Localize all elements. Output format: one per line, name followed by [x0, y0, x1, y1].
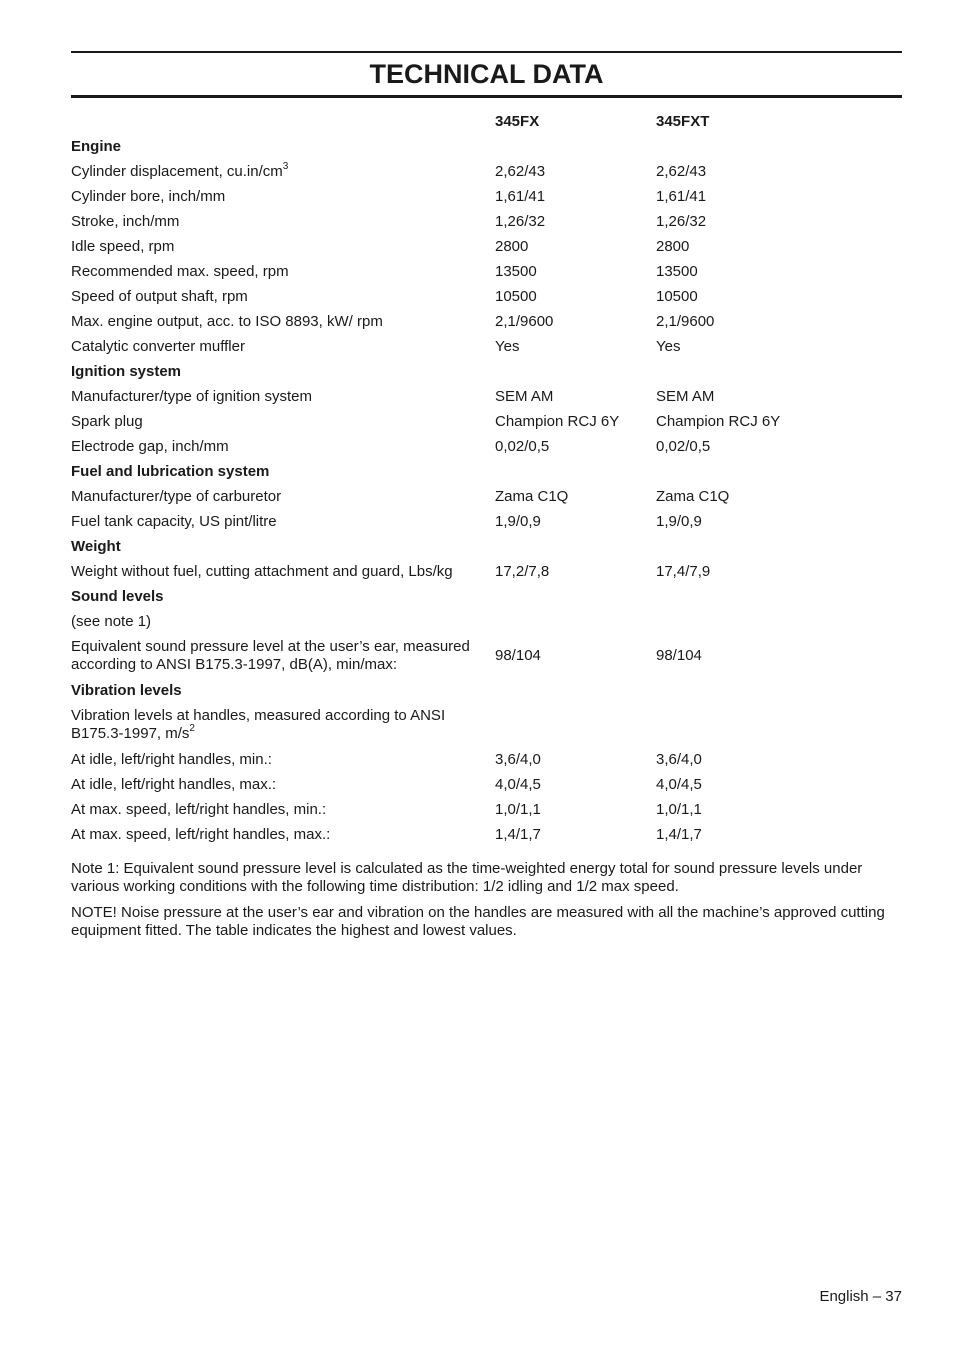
value-345fxt: 17,4/7,9 — [656, 563, 711, 580]
spec-label-text: Speed of output shaft, rpm — [71, 288, 248, 305]
spec-label-text: Vibration levels — [71, 682, 182, 699]
value-345fx: Yes — [495, 338, 520, 355]
table-row — [71, 509, 902, 534]
spec-label — [71, 184, 491, 209]
spec-label — [71, 209, 491, 234]
value-345fx: Zama C1Q — [495, 488, 569, 505]
spec-label — [71, 609, 491, 634]
value-345fx: 1,0/1,1 — [495, 801, 541, 818]
section-heading — [71, 459, 491, 484]
spec-label-text: Catalytic converter muffler — [71, 338, 245, 355]
table-row — [71, 159, 902, 184]
value-345fxt: 4,0/4,5 — [656, 776, 702, 793]
value-345fx: 2,1/9600 — [495, 313, 554, 330]
value-345fxt: 1,9/0,9 — [656, 513, 702, 530]
spec-label-text: Electrode gap, inch/mm — [71, 438, 229, 455]
spec-label — [71, 434, 491, 459]
value-345fxt: 1,61/41 — [656, 188, 707, 205]
table-row — [71, 309, 902, 334]
value-345fx: 1,26/32 — [495, 213, 546, 230]
table-row — [71, 747, 902, 772]
spec-label — [71, 484, 491, 509]
value-345fx: SEM AM — [495, 388, 554, 405]
value-345fxt: 10500 — [656, 288, 698, 305]
spec-label — [71, 707, 491, 743]
table-row — [71, 559, 902, 584]
table-row — [71, 409, 902, 434]
spec-label-text: Fuel tank capacity, US pint/litre — [71, 513, 277, 530]
section-heading-row — [71, 359, 902, 384]
value-345fxt: 1,4/1,7 — [656, 826, 702, 843]
value-345fxt: 98/104 — [656, 647, 702, 664]
value-345fxt: 1,0/1,1 — [656, 801, 702, 818]
table-row — [71, 484, 902, 509]
spec-label — [71, 284, 491, 309]
column-header-345fx: 345FX — [495, 113, 540, 130]
spec-label — [71, 234, 491, 259]
spec-label-text: Cylinder bore, inch/mm — [71, 188, 226, 205]
spec-label-text: Manufacturer/type of carburetor — [71, 488, 282, 505]
table-row — [71, 634, 902, 678]
value-345fx: 4,0/4,5 — [495, 776, 541, 793]
spec-label-text: At max. speed, left/right handles, min.: — [71, 801, 327, 818]
section-heading — [71, 584, 491, 609]
value-345fxt: 0,02/0,5 — [656, 438, 711, 455]
table-row — [71, 184, 902, 209]
spec-label — [71, 409, 491, 434]
spec-label-text: Fuel and lubrication system — [71, 463, 270, 480]
spec-label-text: Idle speed, rpm — [71, 238, 175, 255]
section-heading — [71, 359, 491, 384]
table-row — [71, 797, 902, 822]
table-row — [71, 703, 902, 747]
value-345fxt: 2800 — [656, 238, 690, 255]
section-heading — [71, 678, 491, 703]
spec-label — [71, 822, 491, 847]
note-2: NOTE! Noise pressure at the user’s ear and vibration on the handles are measured with all the machine’s approved cutting equipment fitted. The table indicates the highest and lowest values. — [71, 904, 885, 939]
table-row — [71, 609, 902, 634]
spec-label-text: Recommended max. speed, rpm — [71, 263, 289, 280]
note-1: Note 1: Equivalent sound pressure level is calculated as the time-weighted energy total for sound pressure levels under various working conditions with the following time distribution: 1/2 idling and 1/2 max speed. — [71, 860, 863, 895]
section-heading — [71, 534, 491, 559]
section-heading-row — [71, 534, 902, 559]
section-heading-row — [71, 134, 902, 159]
table-row — [71, 334, 902, 359]
spec-label-text: (see note 1) — [71, 613, 152, 630]
value-345fx: 1,61/41 — [495, 188, 546, 205]
spec-label — [71, 159, 491, 184]
spec-label — [71, 559, 491, 584]
spec-label-text: Weight without fuel, cutting attachment and guard, Lbs/kg — [71, 563, 453, 580]
spec-table — [71, 109, 902, 847]
spec-label-text: Stroke, inch/mm — [71, 213, 180, 230]
value-345fxt: Champion RCJ 6Y — [656, 413, 781, 430]
spec-label-text: Manufacturer/type of ignition system — [71, 388, 312, 405]
value-345fx: 17,2/7,8 — [495, 563, 550, 580]
page-title: TECHNICAL DATA — [369, 59, 604, 89]
spec-label — [71, 772, 491, 797]
section-heading — [71, 134, 491, 159]
column-header-345fxt: 345FXT — [656, 113, 710, 130]
value-345fxt: Zama C1Q — [656, 488, 730, 505]
spec-label-text: Ignition system — [71, 363, 182, 380]
value-345fxt: SEM AM — [656, 388, 715, 405]
value-345fx: 3,6/4,0 — [495, 751, 541, 768]
spec-label — [71, 334, 491, 359]
spec-label-text: Spark plug — [71, 413, 143, 430]
spec-label-text: At max. speed, left/right handles, max.: — [71, 826, 331, 843]
spec-label-text: Max. engine output, acc. to ISO 8893, kW/ rpm — [71, 313, 383, 330]
value-345fx: 0,02/0,5 — [495, 438, 550, 455]
spec-label — [71, 797, 491, 822]
superscript: 2 — [189, 723, 195, 734]
spec-label — [71, 638, 491, 674]
page-footer: English – 37 — [819, 1288, 902, 1305]
superscript: 3 — [282, 161, 289, 172]
spec-label-text: At idle, left/right handles, max.: — [71, 776, 277, 793]
spec-label-text: Sound levels — [71, 588, 164, 605]
value-345fxt: 3,6/4,0 — [656, 751, 702, 768]
value-345fx: 10500 — [495, 288, 537, 305]
table-row — [71, 284, 902, 309]
notes — [71, 860, 906, 948]
value-345fx: 2800 — [495, 238, 529, 255]
value-345fxt: 2,1/9600 — [656, 313, 715, 330]
table-row — [71, 434, 902, 459]
spec-label-text: Cylinder displacement, cu.in/cm — [71, 163, 283, 180]
section-heading-row — [71, 459, 902, 484]
value-345fxt: 1,26/32 — [656, 213, 707, 230]
spec-label — [71, 747, 491, 772]
title-bar — [71, 51, 902, 98]
value-345fx: 1,4/1,7 — [495, 826, 541, 843]
spec-label-text: Weight — [71, 538, 121, 555]
column-header-row — [71, 109, 902, 134]
value-345fxt: 2,62/43 — [656, 163, 707, 180]
spec-label — [71, 384, 491, 409]
value-345fxt: 13500 — [656, 263, 698, 280]
section-heading-row — [71, 678, 902, 703]
spec-label-text: Engine — [71, 138, 122, 155]
value-345fx: 1,9/0,9 — [495, 513, 541, 530]
table-row — [71, 384, 902, 409]
spec-label-text: Equivalent sound pressure level at the user’s ear, measured according to ANSI B175.3-1997, dB(A), min/max: — [71, 638, 470, 673]
spec-label — [71, 309, 491, 334]
spec-label — [71, 509, 491, 534]
table-row — [71, 259, 902, 284]
table-row — [71, 772, 902, 797]
table-row — [71, 209, 902, 234]
table-row — [71, 822, 902, 847]
spec-label-text: Vibration levels at handles, measured according to ANSI B175.3-1997, m/s — [71, 707, 446, 742]
table-row — [71, 234, 902, 259]
section-heading-row — [71, 584, 902, 609]
value-345fx: 98/104 — [495, 647, 541, 664]
spec-label-text: At idle, left/right handles, min.: — [71, 751, 272, 768]
value-345fx: Champion RCJ 6Y — [495, 413, 620, 430]
value-345fx: 13500 — [495, 263, 537, 280]
spec-label — [71, 259, 491, 284]
value-345fx: 2,62/43 — [495, 163, 546, 180]
value-345fxt: Yes — [656, 338, 681, 355]
